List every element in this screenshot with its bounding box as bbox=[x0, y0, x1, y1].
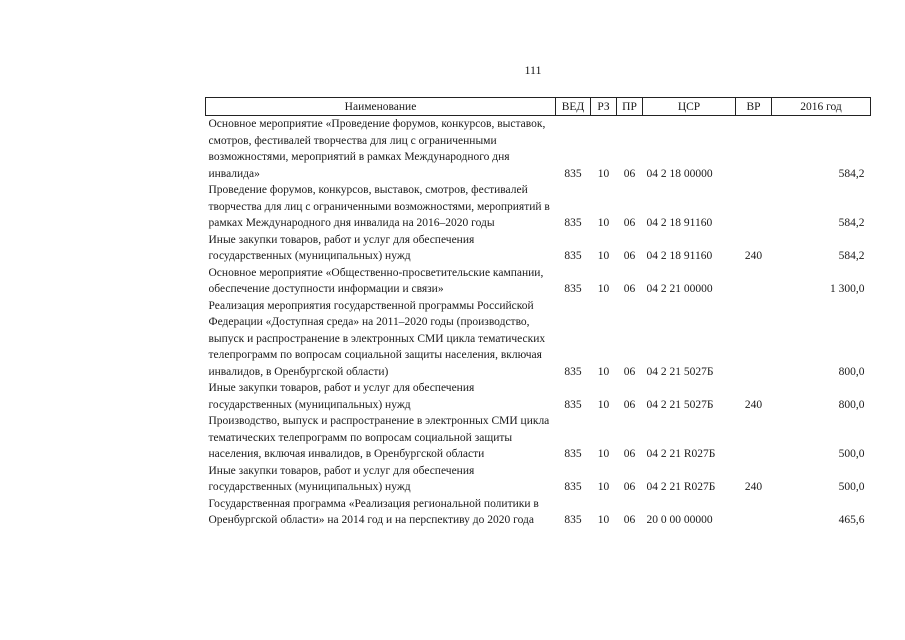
row-name: Производство, выпуск и распространение в электронных СМИ цикла тематических телепрограмм по вопросам социальной защиты населения, включая инвалидов, в Оренбургской области bbox=[208, 415, 550, 460]
row-name: Иные закупки товаров, работ и услуг для обеспечения государственных (муниципальных) нужд bbox=[208, 382, 475, 411]
row-name: Государственная программа «Реализация региональной политики в Оренбургской области» на 2014 год и на перспективу до 2020 года bbox=[208, 497, 539, 526]
row-ved: 835 bbox=[564, 481, 582, 493]
row-amount: 500,0 bbox=[838, 448, 865, 460]
row-ved: 835 bbox=[564, 283, 582, 295]
row-rz: 10 bbox=[597, 398, 610, 411]
row-vr bbox=[736, 413, 772, 463]
row-vr bbox=[736, 496, 772, 529]
table-row bbox=[206, 496, 871, 529]
row-vr: 240 bbox=[744, 250, 763, 262]
row-csr: 04 2 18 91160 bbox=[646, 250, 713, 262]
row-ved: 835 bbox=[564, 365, 582, 378]
table-row bbox=[206, 265, 871, 298]
row-ved: 835 bbox=[564, 167, 582, 180]
row-vr: 240 bbox=[744, 398, 763, 411]
row-name: Иные закупки товаров, работ и услуг для обеспечения государственных (муниципальных) нужд bbox=[208, 464, 475, 493]
header-name: Наименование bbox=[206, 98, 556, 116]
row-amount: 800,0 bbox=[838, 365, 865, 378]
row-vr bbox=[736, 116, 772, 183]
header-vr: ВР bbox=[736, 98, 772, 116]
row-rz: 10 bbox=[597, 283, 610, 295]
row-pr: 06 bbox=[623, 250, 636, 262]
row-pr: 06 bbox=[623, 514, 636, 526]
row-vr bbox=[736, 182, 772, 232]
row-amount: 465,6 bbox=[838, 514, 865, 526]
row-vr bbox=[736, 298, 772, 381]
table-row bbox=[206, 463, 871, 496]
row-pr: 06 bbox=[623, 398, 636, 411]
table-row bbox=[206, 380, 871, 413]
row-csr: 20 0 00 00000 bbox=[646, 514, 713, 526]
table-row bbox=[206, 298, 871, 381]
header-csr: ЦСР bbox=[643, 98, 736, 116]
budget-table bbox=[205, 97, 871, 529]
row-amount: 584,2 bbox=[838, 217, 865, 229]
row-csr: 04 2 21 R027Б bbox=[646, 448, 716, 460]
table-row bbox=[206, 116, 871, 183]
row-csr: 04 2 21 R027Б bbox=[646, 481, 716, 493]
header-year: 2016 год bbox=[772, 98, 871, 116]
row-ved: 835 bbox=[564, 448, 582, 460]
row-pr: 06 bbox=[623, 365, 636, 378]
row-vr: 240 bbox=[744, 481, 763, 493]
row-pr: 06 bbox=[623, 283, 636, 295]
row-csr: 04 2 21 00000 bbox=[646, 283, 713, 295]
row-amount: 1 300,0 bbox=[830, 283, 865, 295]
row-rz: 10 bbox=[597, 365, 610, 378]
row-name: Основное мероприятие «Проведение форумов, конкурсов, выставок, смотров, фестивалей творчества для лиц с ограниченными возможностями, мероприятий в рамках Международного дня инвалида» bbox=[208, 118, 546, 180]
row-name: Основное мероприятие «Общественно-просветительские кампании, обеспечение доступности информации и связи» bbox=[208, 266, 544, 295]
row-csr: 04 2 21 5027Б bbox=[646, 398, 714, 411]
row-rz: 10 bbox=[597, 448, 610, 460]
row-pr: 06 bbox=[623, 481, 636, 493]
row-ved: 835 bbox=[564, 217, 582, 229]
row-name: Проведение форумов, конкурсов, выставок, смотров, фестивалей творчества для лиц с ограниченными возможностями, мероприятий в рамках Международного дня инвалида на 2016–2020 годы bbox=[208, 184, 550, 229]
row-csr: 04 2 18 00000 bbox=[646, 167, 713, 180]
table-row bbox=[206, 413, 871, 463]
table-header-row bbox=[206, 98, 871, 116]
row-amount: 584,2 bbox=[838, 167, 865, 180]
row-ved: 835 bbox=[564, 250, 582, 262]
row-ved: 835 bbox=[564, 398, 582, 411]
row-rz: 10 bbox=[597, 167, 610, 180]
header-ved: ВЕД bbox=[556, 98, 591, 116]
row-name: Реализация мероприятия государственной программы Российской Федерации «Доступная среда» на 2011–2020 годы (производство, выпуск и распространение в электронных СМИ цикла тематических телепрограмм по вопросам социальной защиты населения, включая инвалидов, в Оренбургской области) bbox=[208, 299, 546, 378]
header-rz: РЗ bbox=[591, 98, 617, 116]
row-ved: 835 bbox=[564, 514, 582, 526]
table-row bbox=[206, 182, 871, 232]
row-amount: 584,2 bbox=[838, 250, 865, 262]
row-vr bbox=[736, 265, 772, 298]
row-rz: 10 bbox=[597, 250, 610, 262]
row-amount: 500,0 bbox=[838, 481, 865, 493]
row-amount: 800,0 bbox=[838, 398, 865, 411]
row-rz: 10 bbox=[597, 481, 610, 493]
row-rz: 10 bbox=[597, 217, 610, 229]
row-rz: 10 bbox=[597, 514, 610, 526]
row-name: Иные закупки товаров, работ и услуг для обеспечения государственных (муниципальных) нужд bbox=[208, 233, 475, 262]
row-pr: 06 bbox=[623, 217, 636, 229]
header-pr: ПР bbox=[617, 98, 643, 116]
row-csr: 04 2 18 91160 bbox=[646, 217, 713, 229]
row-pr: 06 bbox=[623, 167, 636, 180]
row-csr: 04 2 21 5027Б bbox=[646, 365, 714, 378]
row-pr: 06 bbox=[623, 448, 636, 460]
table-row bbox=[206, 232, 871, 265]
page-number: 111 bbox=[524, 63, 542, 77]
